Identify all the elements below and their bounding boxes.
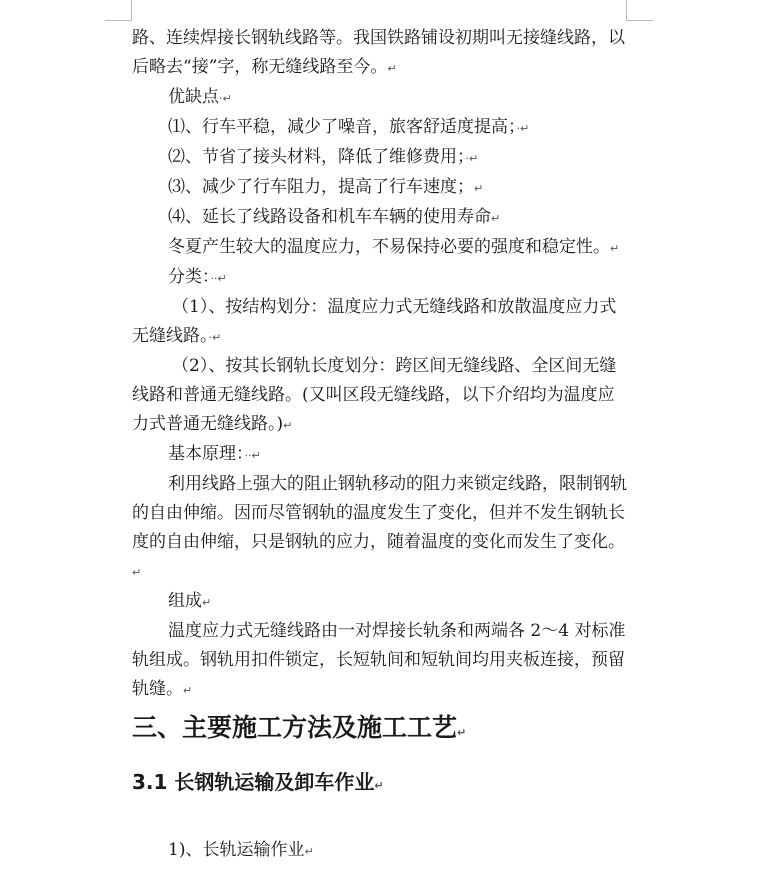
paragraph-mark: ↵	[610, 242, 620, 255]
page-corner-mark-right	[626, 0, 653, 21]
page-corner-mark-left	[105, 0, 132, 21]
paragraph-mark: ··↵	[244, 449, 261, 462]
heading-pros-cons: 优缺点·↵	[168, 87, 232, 107]
list-item-pro-2: ⑵、节省了接头材料，降低了维修费用；·↵	[168, 147, 479, 167]
paragraph-mark: ↵	[132, 566, 142, 579]
paragraph-mark: ·↵	[516, 122, 530, 135]
list-item-class-2: （2）、按其长钢轨长度划分：跨区间无缝线路、全区间无缝线路和普通无缝线路。(又叫区段无缝线路，以下介绍均为温度应力式普通无缝线路。)↵	[132, 356, 617, 434]
document-page[interactable]	[132, 24, 628, 866]
paragraph-mark: ↵	[474, 182, 484, 195]
list-item-pro-4: ⑷、延长了线路设备和机车车辆的使用寿命↵	[168, 207, 501, 227]
paragraph-mark: ↵	[183, 684, 193, 697]
paragraph-mark: ··↵	[210, 272, 227, 285]
list-item-pro-3: ⑶、减少了行车阻力，提高了行车速度；↵	[168, 177, 484, 197]
heading-classification: 分类：··↵	[168, 267, 227, 287]
paragraph-composition: 温度应力式无缝线路由一对焊接长轨条和两端各 2～4 对标准轨组成。钢轨用扣件锁定，长短轨间和短轨间均用夹板连接，预留轨缝。↵	[132, 621, 626, 699]
paragraph-mark: ↵	[491, 212, 501, 225]
paragraph-mark: ↵	[457, 726, 467, 739]
list-item-rail-transport: 1)、长轨运输作业↵	[168, 840, 314, 860]
paragraph-mark: ↵	[387, 62, 397, 75]
paragraph-mark: ·↵	[208, 331, 222, 344]
paragraph-intro: 路、连续焊接长钢轨线路等。我国铁路铺设初期叫无接缝线路，以后略去“接”字，称无缝线路至今。↵	[132, 28, 625, 77]
paragraph-principle: 利用线路上强大的阻止钢轨移动的阻力来锁定线路，限制钢轨的自由伸缩。因而尽管钢轨的温度发生了变化，但并不发生钢轨长度的自由伸缩，只是钢轨的应力，随着温度的变化而发生了变化。↵	[132, 474, 627, 579]
heading-composition: 组成↵	[168, 591, 212, 611]
list-item-pro-1: ⑴、行车平稳，减少了噪音，旅客舒适度提高；·↵	[168, 117, 530, 137]
paragraph-con: 冬夏产生较大的温度应力，不易保持必要的强度和稳定性。↵	[168, 237, 620, 257]
paragraph-mark: ↵	[202, 596, 212, 609]
paragraph-mark: ·↵	[465, 152, 479, 165]
paragraph-mark: ↵	[283, 419, 293, 432]
paragraph-mark: ↵	[304, 845, 314, 858]
paragraph-mark: ·↵	[219, 92, 232, 105]
subsection-heading-3-1: 3.1 长钢轨运输及卸车作业↵	[132, 770, 384, 794]
paragraph-mark: ↵	[374, 779, 384, 792]
section-heading-3: 三、主要施工方法及施工工艺↵	[132, 713, 467, 742]
list-item-class-1: （1）、按结构划分：温度应力式无缝线路和放散温度应力式无缝线路。·↵	[132, 297, 617, 346]
heading-principle: 基本原理：··↵	[168, 444, 261, 464]
